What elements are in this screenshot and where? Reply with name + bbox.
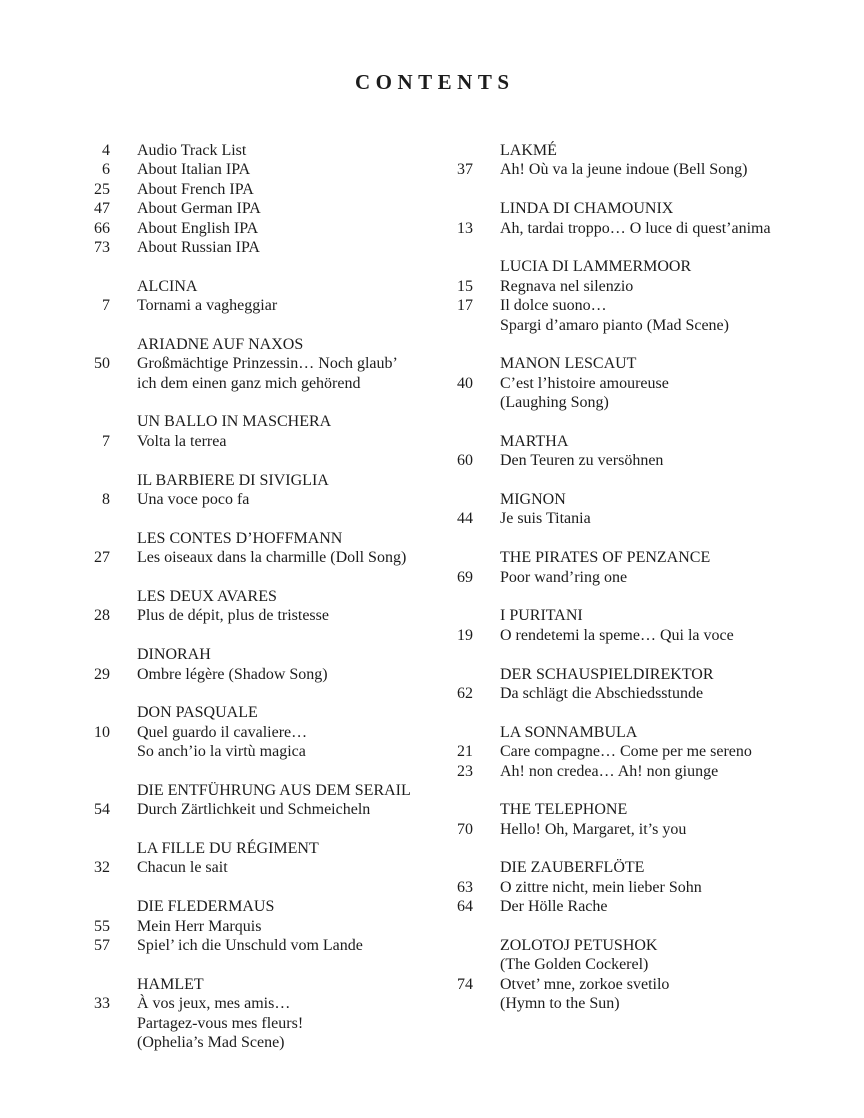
- page-number: [413, 936, 473, 955]
- work-title: THE PIRATES OF PENZANCE: [500, 549, 711, 567]
- page-number: [50, 374, 110, 393]
- page-number: [413, 316, 473, 335]
- toc-row: [413, 742, 771, 761]
- page-number: 54: [94, 801, 110, 819]
- aria-title: Ombre légère (Shadow Song): [137, 665, 328, 683]
- aria-title: About Russian IPA: [137, 238, 260, 256]
- page-number: [413, 858, 473, 877]
- toc-row: [413, 994, 771, 1013]
- toc-row: [413, 975, 771, 994]
- toc-row: [413, 432, 771, 451]
- work-title: DER SCHAUSPIELDIREKTOR: [500, 665, 714, 683]
- aria-title: Partagez-vous mes fleurs!: [137, 1014, 304, 1032]
- aria-title: Otvet’ mne, zorkoe svetilo: [500, 975, 670, 993]
- page-number: [413, 994, 473, 1013]
- page-number: 55: [94, 917, 110, 935]
- toc-row: [413, 509, 771, 528]
- toc-row: [50, 529, 411, 548]
- page-number: [50, 781, 110, 800]
- aria-title: (Ophelia’s Mad Scene): [137, 1033, 285, 1051]
- page-number: [50, 839, 110, 858]
- toc-column-left: [50, 141, 411, 1052]
- aria-title: Regnava nel silenzio: [500, 277, 634, 295]
- page-number: 40: [457, 374, 473, 392]
- page-number: 13: [457, 219, 473, 237]
- page-number: 60: [457, 452, 473, 470]
- work-title: HAMLET: [137, 975, 204, 993]
- toc-row: [50, 490, 411, 509]
- page-number: [413, 548, 473, 567]
- toc-row: [413, 257, 771, 276]
- page-number: 74: [457, 975, 473, 993]
- aria-title: Ah, tardai troppo… O luce di quest’anima: [500, 219, 771, 237]
- toc-row: [50, 587, 411, 606]
- page-number: 50: [94, 355, 110, 373]
- page-number: 23: [457, 762, 473, 780]
- toc-spacer-row: [50, 316, 411, 335]
- aria-title: Großmächtige Prinzessin… Noch glaub’: [137, 355, 398, 373]
- toc-row: [50, 800, 411, 819]
- page-number: [413, 665, 473, 684]
- page-number: 8: [102, 491, 110, 509]
- aria-title: O rendetemi la speme… Qui la voce: [500, 626, 734, 644]
- toc-row: [413, 878, 771, 897]
- page-number: 37: [457, 161, 473, 179]
- page-number: 64: [457, 898, 473, 916]
- toc-spacer-row: [50, 568, 411, 587]
- work-title: LA FILLE DU RÉGIMENT: [137, 840, 319, 858]
- toc-row: [50, 335, 411, 354]
- aria-title: About German IPA: [137, 200, 261, 218]
- toc-row: [413, 936, 771, 955]
- page-number: 73: [94, 238, 110, 256]
- aria-title: Quel guardo il cavaliere…: [137, 723, 308, 741]
- page-number: 15: [457, 277, 473, 295]
- toc-row: [413, 897, 771, 916]
- page-number: [50, 277, 110, 296]
- page-number: 63: [457, 878, 473, 896]
- toc-spacer-row: [50, 451, 411, 470]
- toc-spacer-row: [413, 587, 771, 606]
- page-number: [50, 1014, 110, 1033]
- toc-row: [50, 665, 411, 684]
- work-title: ZOLOTOJ PETUSHOK: [500, 937, 658, 955]
- toc-row: [413, 354, 771, 373]
- toc-row: [413, 490, 771, 509]
- page-number: 29: [94, 665, 110, 683]
- toc-row: [413, 568, 771, 587]
- aria-title: Je suis Titania: [500, 510, 591, 528]
- page-number: 28: [94, 607, 110, 625]
- toc-row: [413, 723, 771, 742]
- aria-title: Poor wand’ring one: [500, 568, 628, 586]
- toc-row: [413, 219, 771, 238]
- toc-row: [413, 316, 771, 335]
- work-title: MARTHA: [500, 432, 569, 450]
- page-number: [50, 335, 110, 354]
- page-title: CONTENTS: [354, 70, 515, 94]
- aria-title: Tornami a vagheggiar: [137, 297, 278, 315]
- aria-title: Den Teuren zu versöhnen: [500, 452, 664, 470]
- page-number: [50, 529, 110, 548]
- toc-row: [413, 393, 771, 412]
- page-number: 44: [457, 510, 473, 528]
- toc-row: [50, 1014, 411, 1033]
- work-title: LES DEUX AVARES: [137, 587, 277, 605]
- toc-row: [50, 703, 411, 722]
- page-number: [50, 471, 110, 490]
- aria-title: À vos jeux, mes amis…: [137, 995, 291, 1013]
- toc-row: [50, 199, 411, 218]
- page-number: [50, 897, 110, 916]
- work-title: DON PASQUALE: [137, 704, 258, 722]
- aria-title: C’est l’histoire amoureuse: [500, 374, 669, 392]
- aria-title: Care compagne… Come per me sereno: [500, 743, 752, 761]
- toc-row: [413, 858, 771, 877]
- toc-row: [413, 296, 771, 315]
- toc-row: [413, 451, 771, 470]
- page-number: 70: [457, 820, 473, 838]
- aria-title: About Italian IPA: [137, 161, 251, 179]
- page-number: 27: [94, 549, 110, 567]
- page-number: 4: [102, 142, 110, 159]
- toc-row: [50, 742, 411, 761]
- work-title: LAKMÉ: [500, 142, 557, 159]
- work-title: ARIADNE AUF NAXOS: [137, 335, 304, 353]
- aria-title: Ah! Où va la jeune indoue (Bell Song): [500, 161, 748, 179]
- toc-row: [50, 141, 411, 160]
- toc-row: [50, 917, 411, 936]
- toc-row: [413, 684, 771, 703]
- page-number: [413, 606, 473, 625]
- toc-column-right: [413, 141, 771, 1014]
- page-number: [50, 412, 110, 431]
- toc-row: [50, 180, 411, 199]
- toc-spacer-row: [50, 509, 411, 528]
- toc-row: [50, 858, 411, 877]
- toc-spacer-row: [413, 839, 771, 858]
- page-number: 7: [102, 432, 110, 450]
- aria-title: Hello! Oh, Margaret, it’s you: [500, 820, 687, 838]
- page-number: [413, 354, 473, 373]
- toc-row: [50, 548, 411, 567]
- aria-title: Plus de dépit, plus de tristesse: [137, 607, 329, 625]
- page-number: 19: [457, 626, 473, 644]
- aria-title: Durch Zärtlichkeit und Schmeicheln: [137, 801, 371, 819]
- work-title: (The Golden Cockerel): [500, 956, 649, 974]
- toc-spacer-row: [50, 393, 411, 412]
- aria-title: Spargi d’amaro pianto (Mad Scene): [500, 316, 729, 334]
- aria-title: Volta la terrea: [137, 432, 227, 450]
- work-title: I PURITANI: [500, 607, 583, 625]
- page-number: [50, 587, 110, 606]
- aria-title: Ah! non credea… Ah! non giunge: [500, 762, 719, 780]
- toc-spacer-row: [413, 238, 771, 257]
- page-number: [413, 257, 473, 276]
- page-number: 62: [457, 684, 473, 702]
- toc-spacer-row: [413, 335, 771, 354]
- aria-title: Chacun le sait: [137, 859, 228, 877]
- toc-row: [50, 471, 411, 490]
- toc-row: [413, 160, 771, 179]
- toc-spacer-row: [413, 529, 771, 548]
- work-title: DIE FLEDERMAUS: [137, 898, 275, 916]
- toc-row: [413, 762, 771, 781]
- aria-title: Der Hölle Rache: [500, 898, 608, 916]
- toc-spacer-row: [50, 257, 411, 276]
- aria-title: (Laughing Song): [500, 394, 609, 412]
- toc-row: [413, 665, 771, 684]
- toc-row: [50, 412, 411, 431]
- aria-title: Mein Herr Marquis: [137, 917, 262, 935]
- page-number: 17: [457, 297, 473, 315]
- toc-row: [413, 277, 771, 296]
- toc-row: [413, 141, 771, 160]
- work-title: MANON LESCAUT: [500, 355, 637, 373]
- page-number: [413, 723, 473, 742]
- toc-row: [50, 432, 411, 451]
- page-number: 21: [457, 743, 473, 761]
- work-title: ALCINA: [137, 277, 198, 295]
- work-title: LA SONNAMBULA: [500, 723, 638, 741]
- page-number: 6: [102, 161, 110, 179]
- toc-row: [50, 1033, 411, 1052]
- toc-row: [50, 374, 411, 393]
- page-number: 69: [457, 568, 473, 586]
- toc-row: [413, 626, 771, 645]
- page-number: [413, 141, 473, 160]
- toc-spacer-row: [413, 645, 771, 664]
- aria-title: ich dem einen ganz mich gehörend: [137, 374, 361, 392]
- work-title: LES CONTES D’HOFFMANN: [137, 529, 343, 547]
- page-number: [413, 199, 473, 218]
- toc-spacer-row: [413, 180, 771, 199]
- page-number: 25: [94, 180, 110, 198]
- aria-title: About English IPA: [137, 219, 259, 237]
- toc-spacer-row: [413, 703, 771, 722]
- aria-title: Una voce poco fa: [137, 491, 250, 509]
- page-number: [413, 490, 473, 509]
- page-number: 33: [94, 995, 110, 1013]
- toc-row: [50, 160, 411, 179]
- toc-row: [50, 645, 411, 664]
- work-title: MIGNON: [500, 491, 566, 509]
- toc-row: [50, 354, 411, 373]
- aria-title: O zittre nicht, mein lieber Sohn: [500, 878, 702, 896]
- aria-title: Il dolce suono…: [500, 297, 607, 315]
- aria-title: Spiel’ ich die Unschuld vom Lande: [137, 937, 363, 955]
- work-title: UN BALLO IN MASCHERA: [137, 413, 332, 431]
- work-title: LUCIA DI LAMMERMOOR: [500, 258, 692, 276]
- page-number: 57: [94, 937, 110, 955]
- toc-spacer-row: [50, 684, 411, 703]
- toc-spacer-row: [413, 471, 771, 490]
- toc-row: [50, 219, 411, 238]
- page-number: [413, 955, 473, 974]
- toc-row: [50, 897, 411, 916]
- page-number: [50, 645, 110, 664]
- toc-spacer-row: [50, 955, 411, 974]
- toc-row: [50, 723, 411, 742]
- aria-title: So anch’io la virtù magica: [137, 743, 306, 761]
- aria-title: Da schlägt die Abschiedsstunde: [500, 684, 704, 702]
- toc-spacer-row: [50, 820, 411, 839]
- page-number: [413, 393, 473, 412]
- page-number: [50, 742, 110, 761]
- work-title: DIE ENTFÜHRUNG AUS DEM SERAIL: [137, 781, 411, 799]
- toc-row: [50, 781, 411, 800]
- toc-row: [413, 374, 771, 393]
- page-number: [413, 800, 473, 819]
- page-number: [50, 703, 110, 722]
- toc-row: [413, 800, 771, 819]
- toc-spacer-row: [413, 781, 771, 800]
- toc-row: [50, 936, 411, 955]
- toc-row: [50, 296, 411, 315]
- work-title: DIE ZAUBERFLÖTE: [500, 859, 645, 877]
- toc-spacer-row: [50, 762, 411, 781]
- work-title: THE TELEPHONE: [500, 801, 628, 819]
- toc-spacer-row: [50, 878, 411, 897]
- work-title: IL BARBIERE DI SIVIGLIA: [137, 471, 329, 489]
- aria-title: Les oiseaux dans la charmille (Doll Song): [137, 549, 407, 567]
- toc-spacer-row: [50, 626, 411, 645]
- toc-row: [50, 238, 411, 257]
- page-number: 10: [94, 723, 110, 741]
- work-title: DINORAH: [137, 646, 211, 664]
- page-number: 32: [94, 859, 110, 877]
- toc-row: [413, 820, 771, 839]
- aria-title: (Hymn to the Sun): [500, 995, 620, 1013]
- toc-row: [413, 199, 771, 218]
- toc-row: [50, 975, 411, 994]
- toc-row: [50, 839, 411, 858]
- toc-spacer-row: [413, 917, 771, 936]
- work-title: LINDA DI CHAMOUNIX: [500, 200, 674, 218]
- page-number: 66: [94, 219, 110, 237]
- aria-title: Audio Track List: [137, 142, 247, 159]
- toc-spacer-row: [413, 412, 771, 431]
- page-number: [413, 432, 473, 451]
- toc-row: [50, 994, 411, 1013]
- toc-row: [413, 606, 771, 625]
- page-number: [50, 1033, 110, 1052]
- page-number: 7: [102, 297, 110, 315]
- toc-row: [413, 548, 771, 567]
- aria-title: About French IPA: [137, 180, 254, 198]
- toc-row: [50, 606, 411, 625]
- toc-row: [413, 955, 771, 974]
- toc-row: [50, 277, 411, 296]
- page-number: [50, 975, 110, 994]
- page-number: 47: [94, 200, 110, 218]
